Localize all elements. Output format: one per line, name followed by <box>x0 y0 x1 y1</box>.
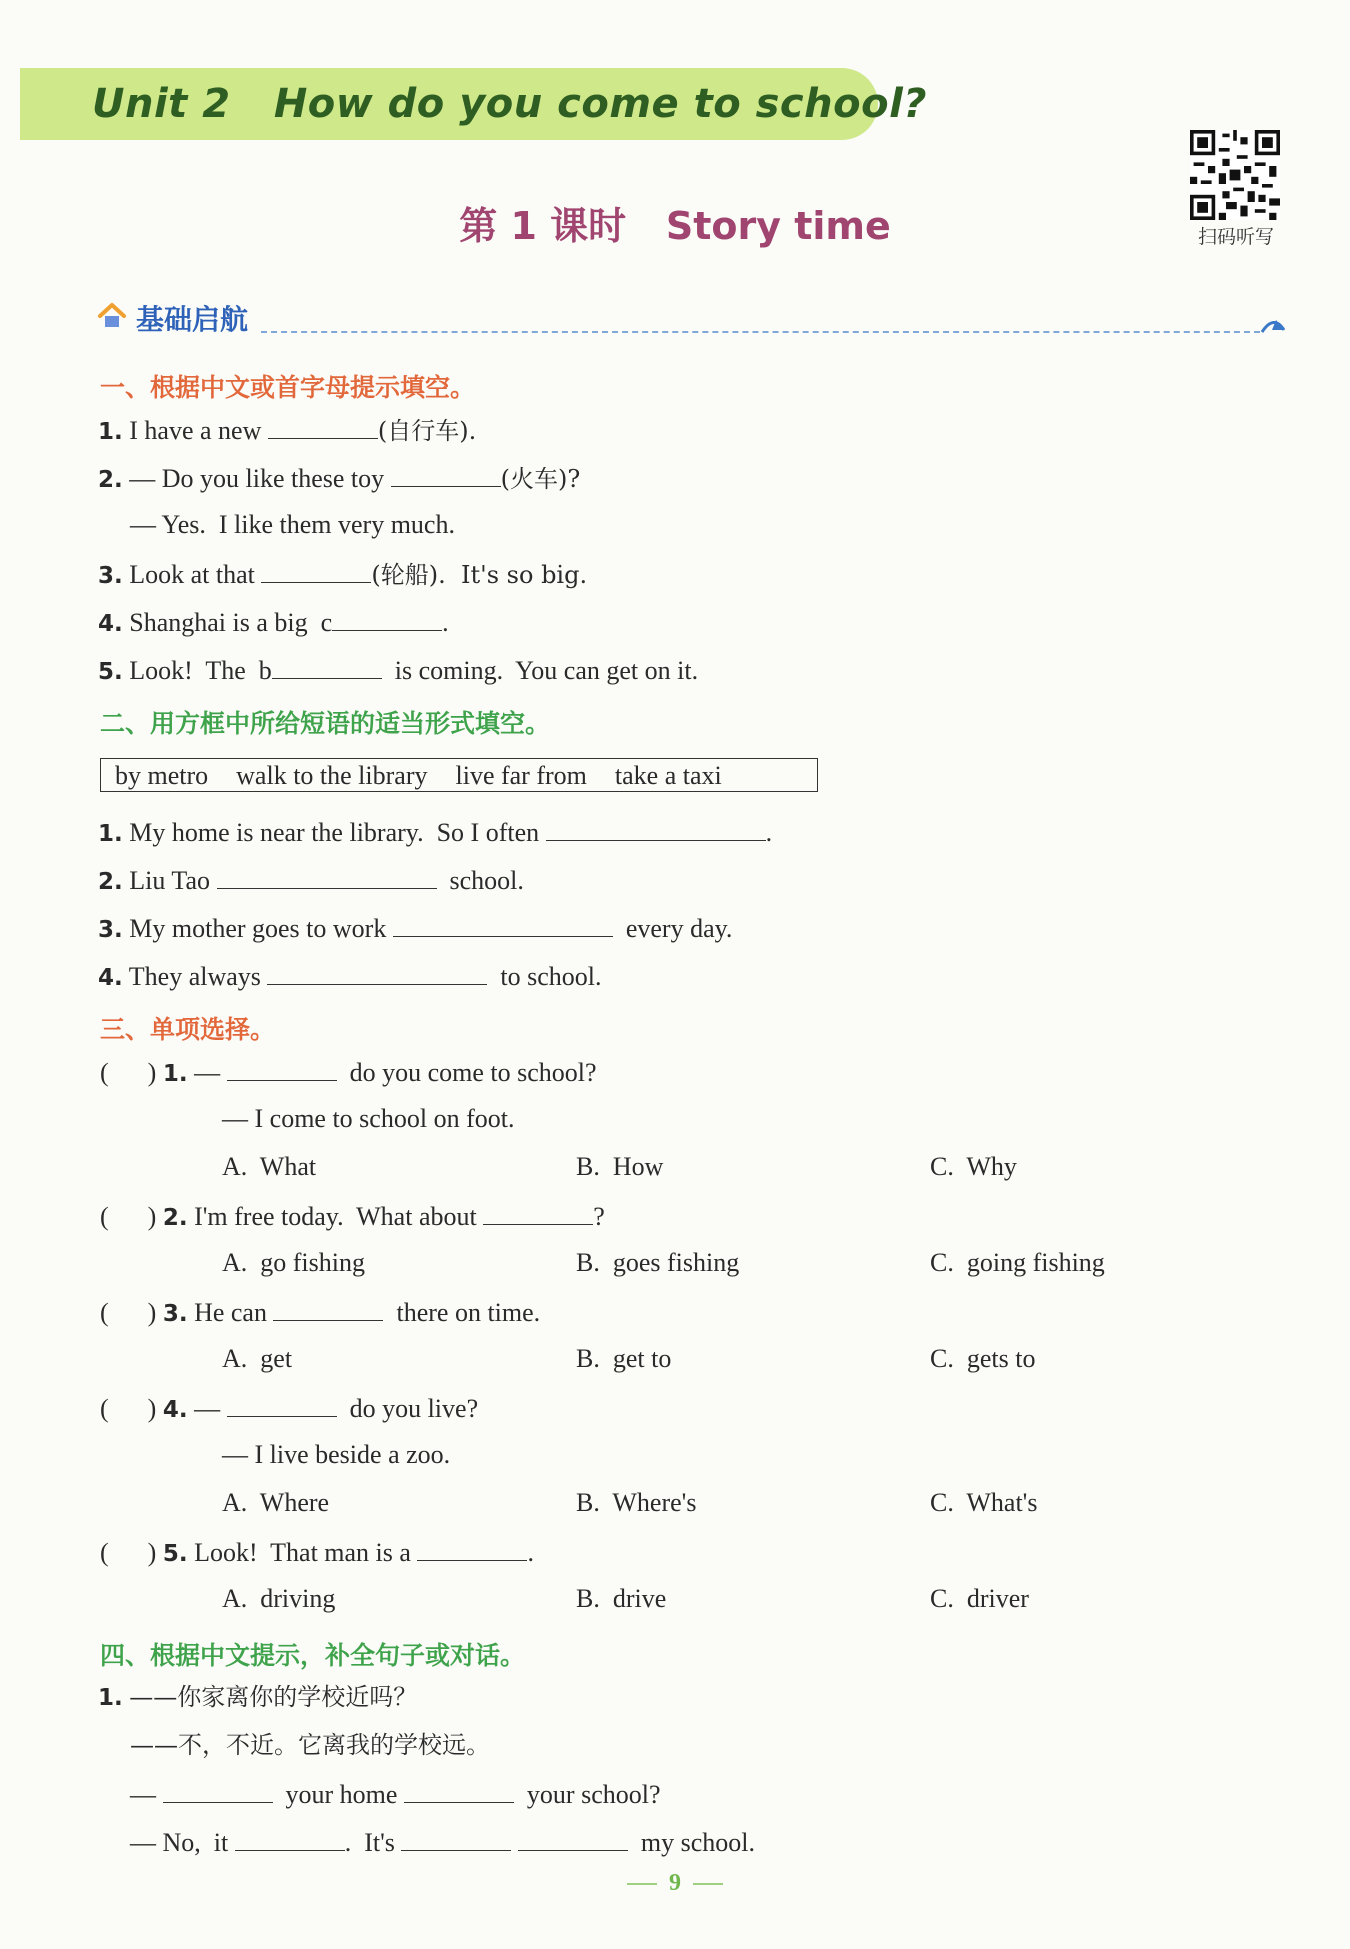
answer-paren[interactable]: ( ) 1. — do you come to school? <box>100 1054 597 1091</box>
part4-en-2: — No, it . It's my school. <box>130 1824 755 1860</box>
option-c[interactable]: C. going fishing <box>930 1248 1105 1277</box>
answer-blank[interactable] <box>235 1824 345 1851</box>
option-c[interactable]: C. What's <box>930 1488 1038 1517</box>
page-footer <box>0 1870 1350 1897</box>
option-c[interactable]: C. Why <box>930 1152 1017 1181</box>
answer-blank[interactable] <box>267 958 487 985</box>
unit-banner <box>20 68 927 140</box>
phrase: walk to the library <box>236 761 428 790</box>
section-header <box>96 298 1286 338</box>
q4-reply: — I live beside a zoo. <box>222 1440 451 1469</box>
q1-reply: — I come to school on foot. <box>222 1104 515 1133</box>
part1-item-1: 1. I have a new (自行车). <box>98 412 476 449</box>
option-a[interactable]: A. driving <box>222 1584 336 1613</box>
answer-blank[interactable] <box>393 910 613 937</box>
answer-blank[interactable] <box>273 1294 383 1321</box>
answer-paren[interactable]: ( ) 5. Look! That man is a . <box>100 1534 534 1571</box>
part1-item-5: 5. Look! The b is coming. You can get on it. <box>98 652 698 689</box>
answer-blank[interactable] <box>272 652 382 679</box>
answer-blank[interactable] <box>518 1824 628 1851</box>
page-number: 9 <box>669 1870 681 1896</box>
part2-item-2: 2. Liu Tao school. <box>98 862 524 899</box>
phrase: take a taxi <box>614 761 722 790</box>
answer-blank[interactable] <box>227 1054 337 1081</box>
option-b[interactable]: B. How <box>576 1152 664 1181</box>
section-label: 基础启航 <box>136 303 249 336</box>
answer-blank[interactable] <box>546 814 766 841</box>
option-b[interactable]: B. goes fishing <box>576 1248 740 1277</box>
part2-item-1: 1. My home is near the library. So I often . <box>98 814 772 851</box>
answer-paren[interactable]: ( ) 3. He can there on time. <box>100 1294 540 1331</box>
part1-heading: 一、根据中文或首字母提示填空。 <box>100 373 476 402</box>
section-divider <box>261 331 1260 333</box>
part4-cn-2: ——不，不近。它离我的学校远。 <box>130 1731 490 1759</box>
answer-blank[interactable] <box>404 1776 514 1803</box>
house-icon <box>96 300 128 332</box>
part1-item-4: 4. Shanghai is a big c . <box>98 604 449 641</box>
part1-item-3: 3. Look at that (轮船). It's so big. <box>98 556 587 593</box>
answer-blank[interactable] <box>268 412 378 439</box>
phrase-box <box>100 758 818 792</box>
answer-blank[interactable] <box>261 556 371 583</box>
part4-en-1: — your home your school? <box>130 1776 661 1812</box>
part2-item-3: 3. My mother goes to work every day. <box>98 910 732 947</box>
swoosh-icon <box>1260 310 1286 336</box>
option-a[interactable]: A. Where <box>222 1488 330 1517</box>
answer-blank[interactable] <box>217 862 437 889</box>
qr-code-icon[interactable] <box>1190 130 1280 220</box>
answer-blank[interactable] <box>483 1198 593 1225</box>
option-b[interactable]: B. drive <box>576 1584 667 1613</box>
answer-blank[interactable] <box>401 1824 511 1851</box>
phrase: live far from <box>455 761 587 790</box>
answer-paren[interactable]: ( ) 2. I'm free today. What about ? <box>100 1198 605 1235</box>
part1-item-2: 2. — Do you like these toy (火车)? <box>98 460 580 497</box>
lesson-title: 第 1 课时 Story time <box>459 204 891 248</box>
answer-blank[interactable] <box>391 460 501 487</box>
answer-blank[interactable] <box>163 1776 273 1803</box>
unit-title: Unit 2 How do you come to school? <box>92 81 927 127</box>
option-c[interactable]: C. gets to <box>930 1344 1036 1373</box>
part3-heading: 三、单项选择。 <box>100 1015 276 1044</box>
option-b[interactable]: B. get to <box>576 1344 672 1373</box>
part4-heading: 四、根据中文提示，补全句子或对话。 <box>100 1641 526 1670</box>
option-b[interactable]: B. Where's <box>576 1488 697 1517</box>
option-c[interactable]: C. driver <box>930 1584 1029 1613</box>
answer-blank[interactable] <box>332 604 442 631</box>
answer-paren[interactable]: ( ) 4. — do you live? <box>100 1390 478 1427</box>
qr-label: 扫码听写 <box>1197 226 1274 248</box>
part2-heading: 二、用方框中所给短语的适当形式填空。 <box>100 709 551 738</box>
part4-cn-1: 1. ——你家离你的学校近吗？ <box>98 1683 418 1711</box>
answer-blank[interactable] <box>227 1390 337 1417</box>
answer-blank[interactable] <box>417 1534 527 1561</box>
option-a[interactable]: A. go fishing <box>222 1248 365 1277</box>
option-a[interactable]: A. get <box>222 1344 293 1373</box>
part2-item-4: 4. They always to school. <box>98 958 602 995</box>
phrase: by metro <box>115 761 209 790</box>
option-a[interactable]: A. What <box>222 1152 317 1181</box>
part1-item-2-reply: — Yes. I like them very much. <box>130 510 455 539</box>
